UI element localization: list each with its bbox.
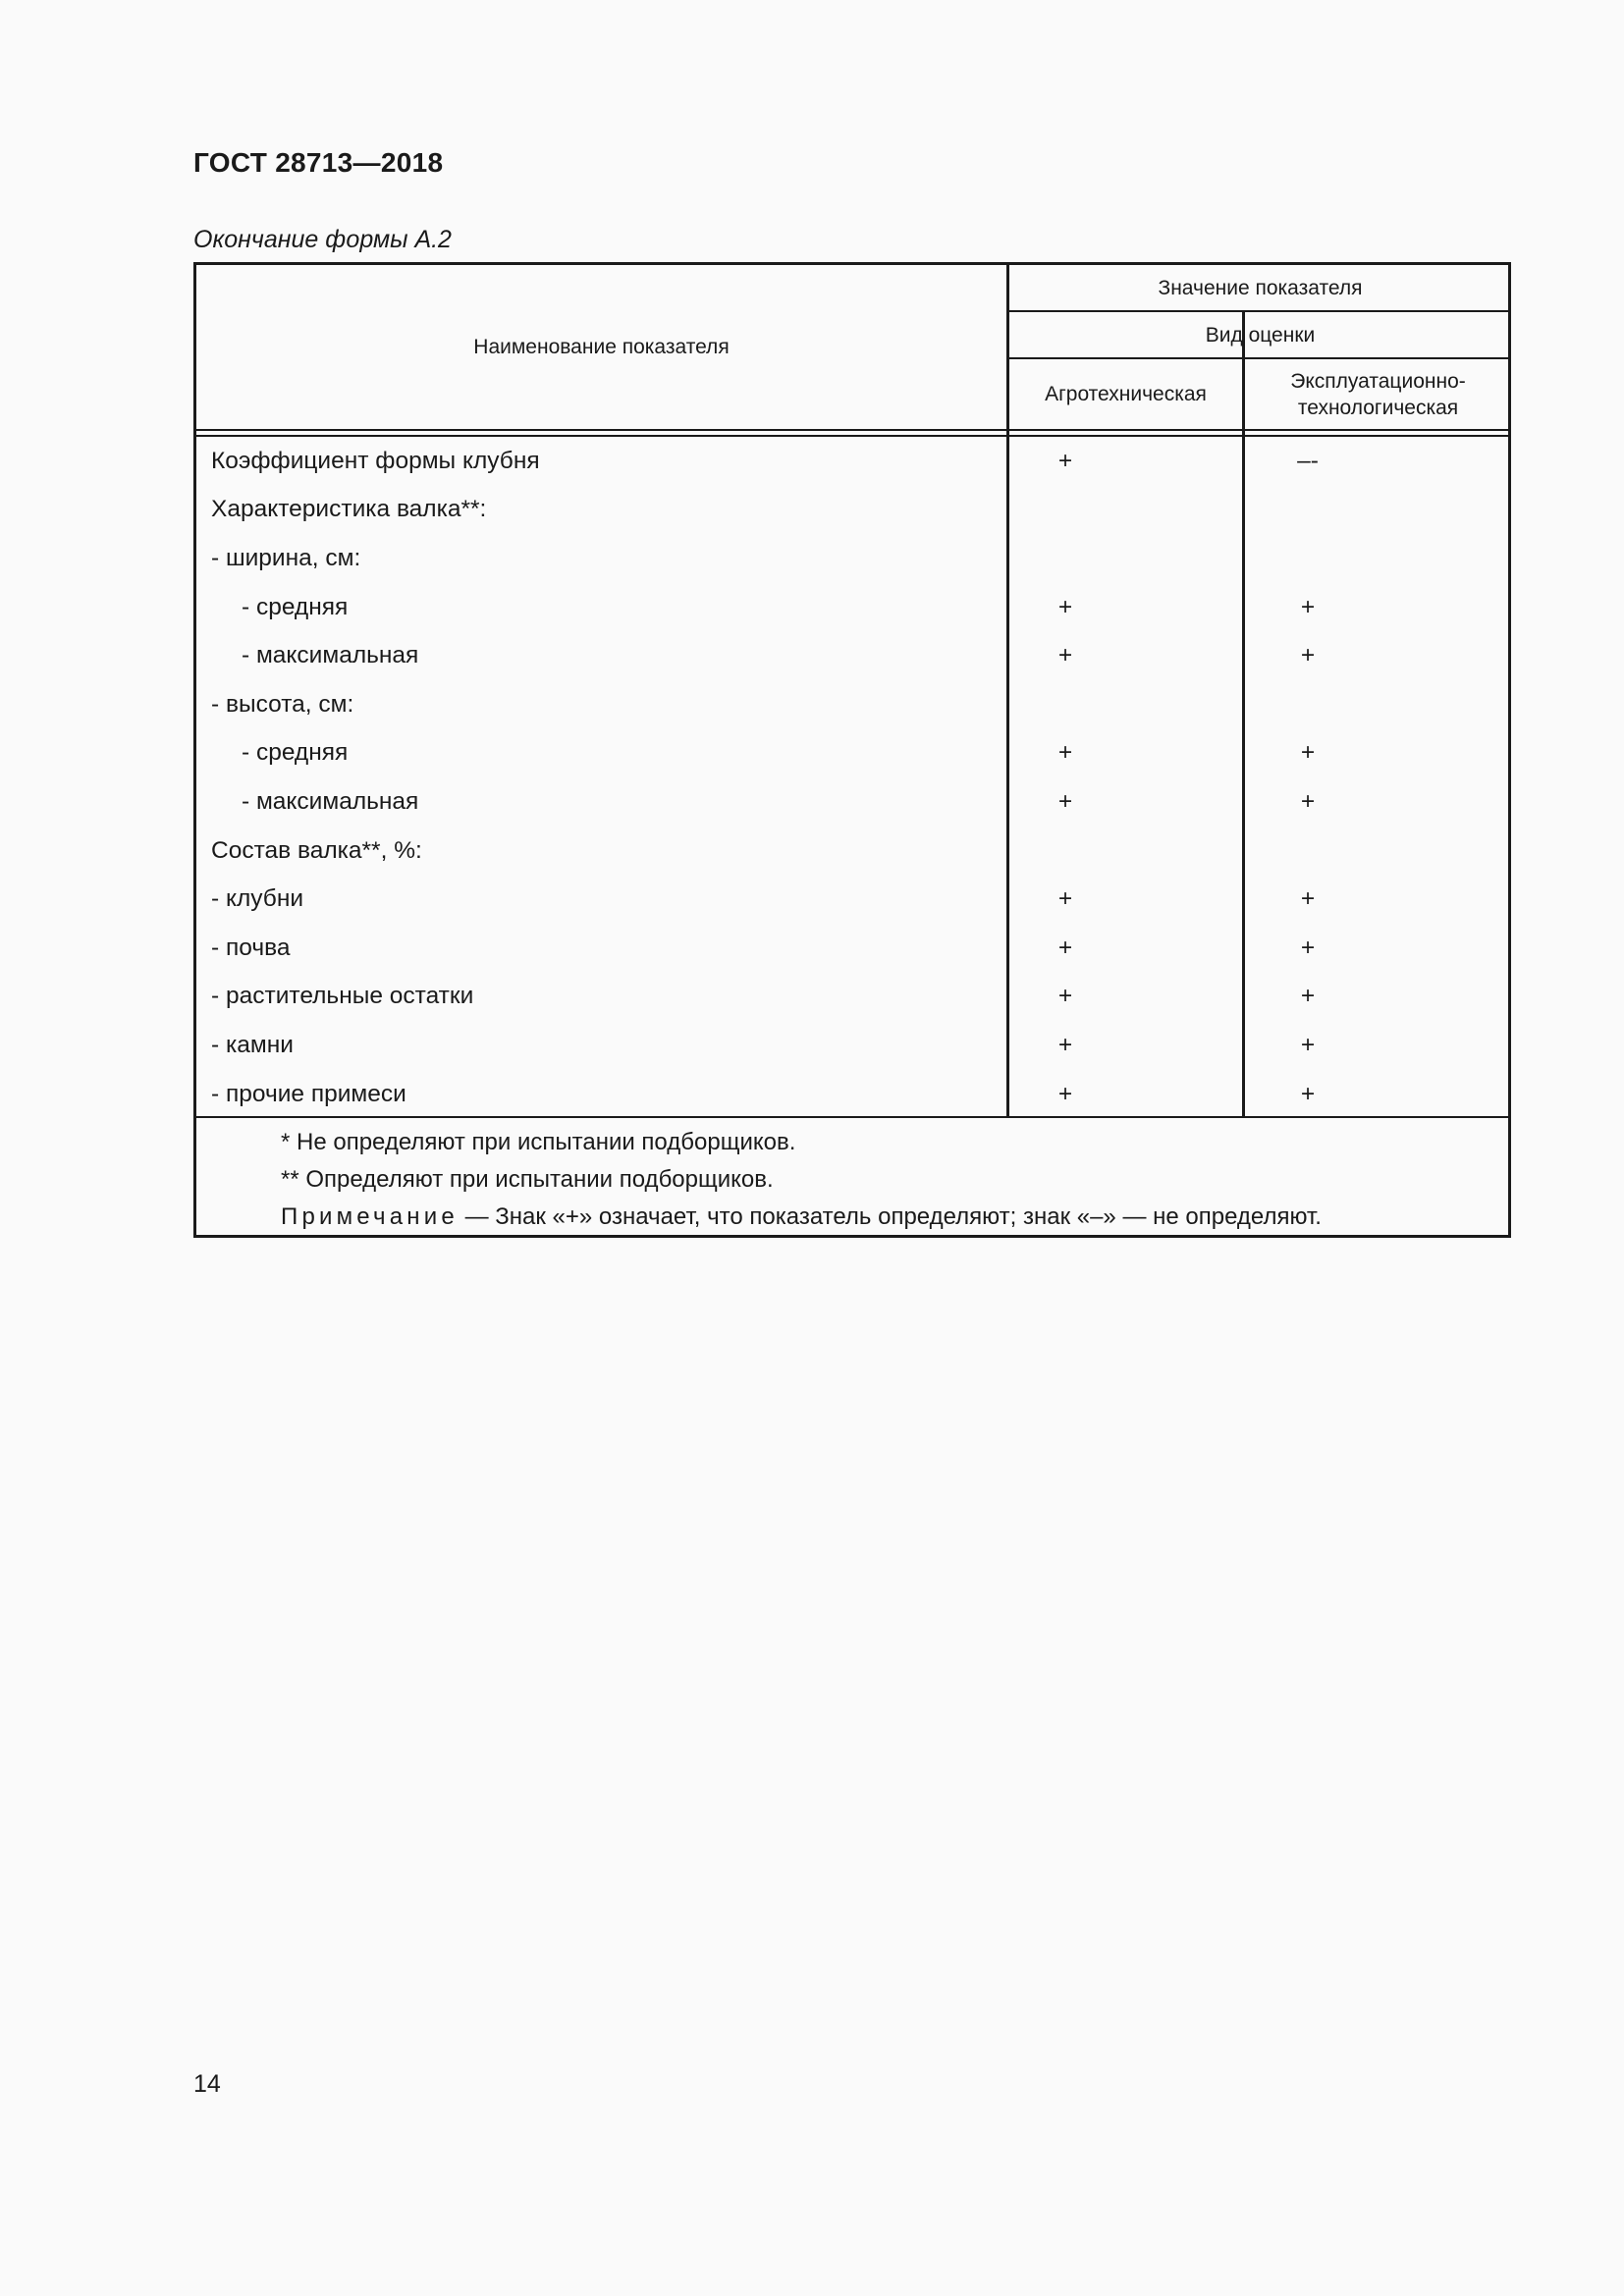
row-agro-mark: + — [1057, 1031, 1073, 1058]
row-name: - клубни — [211, 885, 304, 913]
row-name: - камни — [211, 1031, 294, 1058]
footnote-note — [281, 1203, 1322, 1231]
row-expl-mark: + — [1300, 934, 1316, 961]
footnote-2: ** Определяют при испытании подборщиков. — [281, 1166, 774, 1193]
row-expl-mark: –- — [1297, 447, 1319, 474]
header-value-group: Значение показателя — [1158, 276, 1363, 299]
row-expl-mark: + — [1300, 642, 1316, 669]
header-expl-column — [1245, 359, 1511, 429]
header-expl-line2: технологическая — [1297, 396, 1459, 419]
row-agro-mark: + — [1057, 787, 1073, 815]
row-agro-mark: + — [1057, 593, 1073, 620]
row-agro-mark: + — [1057, 739, 1073, 767]
row-agro-mark: + — [1057, 447, 1073, 474]
row-name: - прочие примеси — [211, 1080, 406, 1107]
row-name: - ширина, см: — [211, 544, 361, 571]
row-agro-mark: + — [1057, 983, 1073, 1010]
row-expl-mark: + — [1300, 885, 1316, 913]
row-expl-mark: + — [1300, 983, 1316, 1010]
row-name: - максимальная — [242, 642, 419, 669]
header-expl-line1: Эксплуатационно- — [1290, 369, 1466, 393]
indicator-table — [193, 262, 1511, 1238]
row-expl-mark: + — [1300, 787, 1316, 815]
row-agro-mark: + — [1057, 1080, 1073, 1107]
row-expl-mark: + — [1300, 739, 1316, 767]
row-name: - средняя — [242, 739, 349, 767]
header-assessment-type: Вид оценки — [1205, 323, 1316, 347]
note-label: Примечание — [281, 1203, 459, 1230]
header-double-line-top — [196, 429, 1511, 431]
row-name: Характеристика валка**: — [211, 496, 487, 523]
row-expl-mark: + — [1300, 1080, 1316, 1107]
row-name: - почва — [211, 934, 291, 961]
header-name-column: Наименование показателя — [473, 336, 730, 358]
row-name: - высота, см: — [211, 690, 354, 718]
header-agro-column: Агротехническая — [1045, 383, 1207, 405]
form-caption: Окончание формы А.2 — [193, 226, 452, 253]
footnote-divider — [196, 1116, 1511, 1118]
row-name: - растительные остатки — [211, 983, 474, 1010]
row-expl-mark: + — [1300, 593, 1316, 620]
document-code: ГОСТ 28713—2018 — [193, 147, 444, 178]
row-agro-mark: + — [1057, 934, 1073, 961]
row-name: - максимальная — [242, 787, 419, 815]
header-double-line-bottom — [196, 435, 1511, 437]
row-agro-mark: + — [1057, 885, 1073, 913]
col-divider-2 — [1242, 312, 1245, 1116]
row-name: Коэффициент формы клубня — [211, 447, 540, 474]
footnote-1: * Не определяют при испытании подборщиков. — [281, 1129, 796, 1155]
row-expl-mark: + — [1300, 1031, 1316, 1058]
row-name: - средняя — [242, 593, 349, 620]
note-text: — Знак «+» означает, что показатель определяют; знак «–» — не определяют. — [458, 1203, 1322, 1230]
row-agro-mark: + — [1057, 642, 1073, 669]
page-number: 14 — [193, 2070, 221, 2098]
row-name: Состав валка**, %: — [211, 836, 422, 864]
